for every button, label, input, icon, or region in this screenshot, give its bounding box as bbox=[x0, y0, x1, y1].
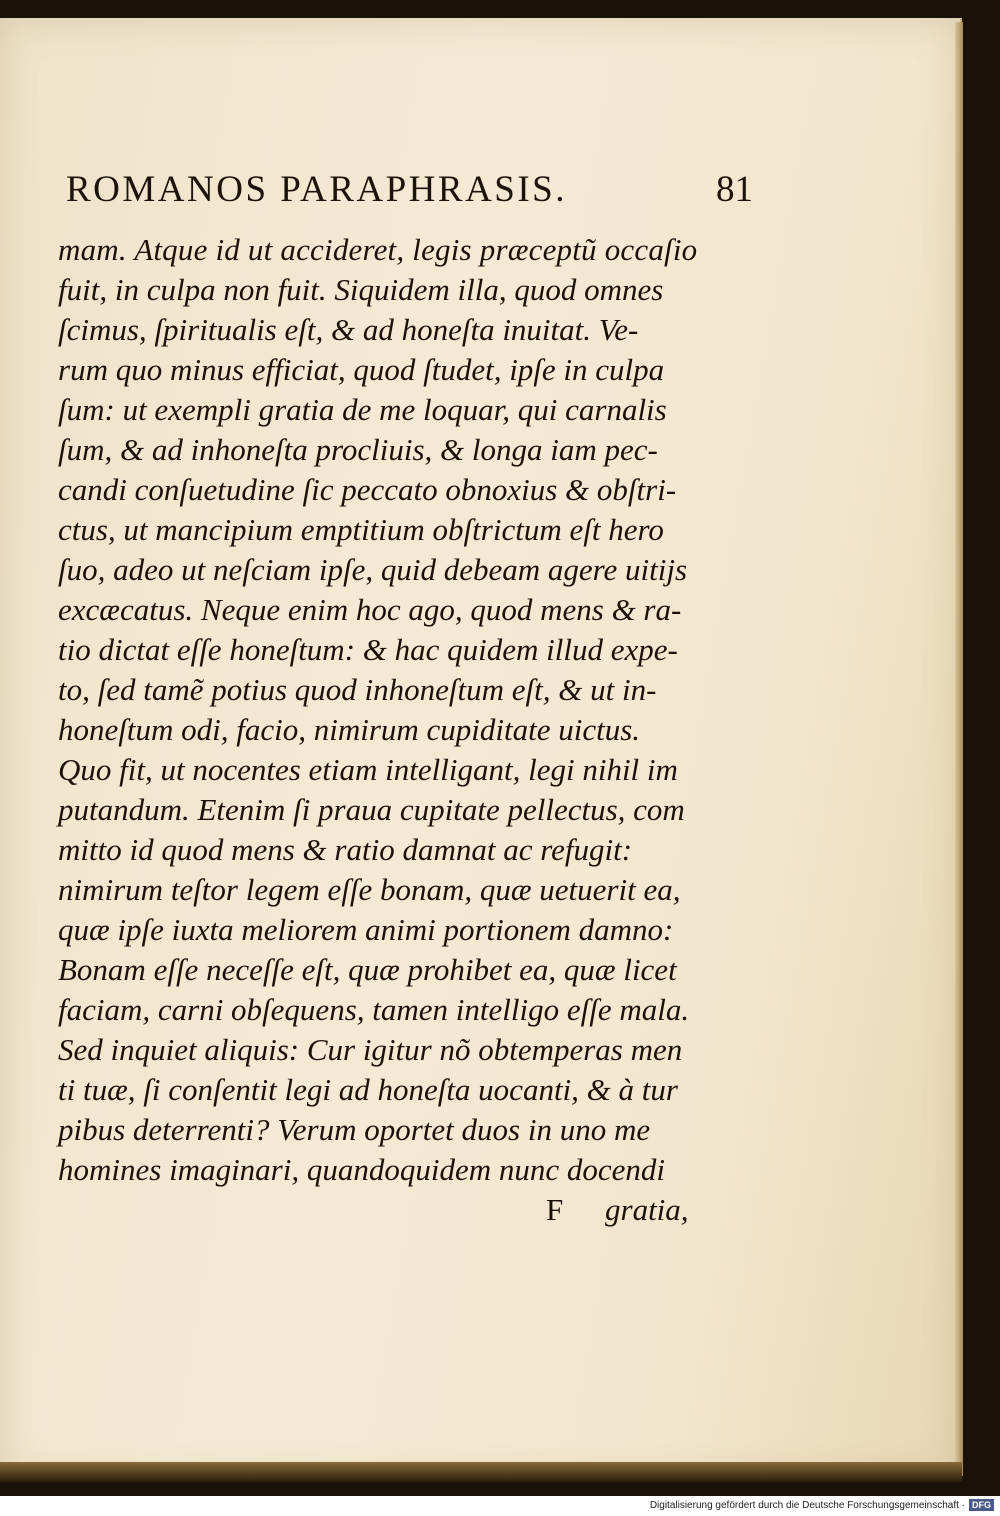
page-edge bbox=[955, 22, 963, 1476]
text-line: Sed inquiet aliquis: Cur igitur nõ obtemperas men bbox=[58, 1032, 683, 1067]
text-line: mitto id quod mens & ratio damnat ac refugit: bbox=[58, 832, 633, 867]
catchword: gratia, bbox=[605, 1192, 689, 1227]
text-line: honeſtum odi, facio, nimirum cupiditate uictus. bbox=[58, 712, 641, 747]
text-line: ti tuæ, ſi conſentit legi ad honeſta uocanti, & à tur bbox=[58, 1072, 678, 1107]
text-line: excæcatus. Neque enim hoc ago, quod mens & ra- bbox=[58, 592, 682, 627]
text-line: tio dictat eſſe honeſtum: & hac quidem illud expe- bbox=[58, 632, 678, 667]
text-line: ſuo, adeo ut neſciam ipſe, quid debeam agere uitijs bbox=[58, 552, 688, 587]
running-title: ROMANOS PARAPHRASIS. bbox=[66, 169, 568, 210]
text-line: ſcimus, ſpiritualis eſt, & ad honeſta inuitat. Ve- bbox=[58, 312, 639, 347]
text-line: pibus deterrenti? Verum oportet duos in uno me bbox=[58, 1112, 651, 1147]
text-line: ſum, & ad inhoneſta procliuis, & longa iam pec- bbox=[58, 432, 658, 467]
text-line: candi conſuetudine ſic peccato obnoxius & obſtri- bbox=[58, 472, 677, 507]
text-line: Quo fit, ut nocentes etiam intelligant, legi nihil im bbox=[58, 752, 678, 787]
text-line: Bonam eſſe neceſſe eſt, quæ prohibet ea, quæ licet bbox=[58, 952, 677, 987]
text-line: nimirum teſtor legem eſſe bonam, quæ uetuerit ea, bbox=[58, 872, 681, 907]
text-line: homines imaginari, quandoquidem nunc docendi bbox=[58, 1152, 666, 1187]
digitization-credit bbox=[650, 1498, 994, 1514]
dfg-logo: DFG bbox=[969, 1499, 994, 1511]
page-number: 81 bbox=[716, 169, 753, 210]
text-line: ctus, ut mancipium emptitium obſtrictum eſt hero bbox=[58, 512, 664, 547]
body-text bbox=[58, 230, 718, 1190]
text-line: ſum: ut exempli gratia de me loquar, qui carnalis bbox=[58, 392, 667, 427]
text-line: putandum. Etenim ſi praua cupitate pellectus, com bbox=[58, 792, 685, 827]
text-line: faciam, carni obſequens, tamen intelligo eſſe mala. bbox=[58, 992, 690, 1027]
signature-mark: F bbox=[546, 1192, 564, 1227]
text-line: mam. Atque id ut accideret, legis præceptũ occaſio bbox=[58, 232, 698, 267]
page-footer bbox=[58, 1190, 718, 1230]
text-line: fuit, in culpa non fuit. Siquidem illa, quod omnes bbox=[58, 272, 664, 307]
page-bottom-shadow bbox=[0, 1462, 962, 1482]
text-line: to, ſed tamẽ potius quod inhoneſtum eſt, & ut in- bbox=[58, 672, 657, 707]
text-line: rum quo minus efficiat, quod ſtudet, ipſe in culpa bbox=[58, 352, 665, 387]
page-header bbox=[66, 165, 766, 215]
credit-text: Digitalisierung gefördert durch die Deutsche Forschungsgemeinschaft · bbox=[649, 1500, 965, 1511]
text-line: quæ ipſe iuxta meliorem animi portionem damno: bbox=[58, 912, 674, 947]
